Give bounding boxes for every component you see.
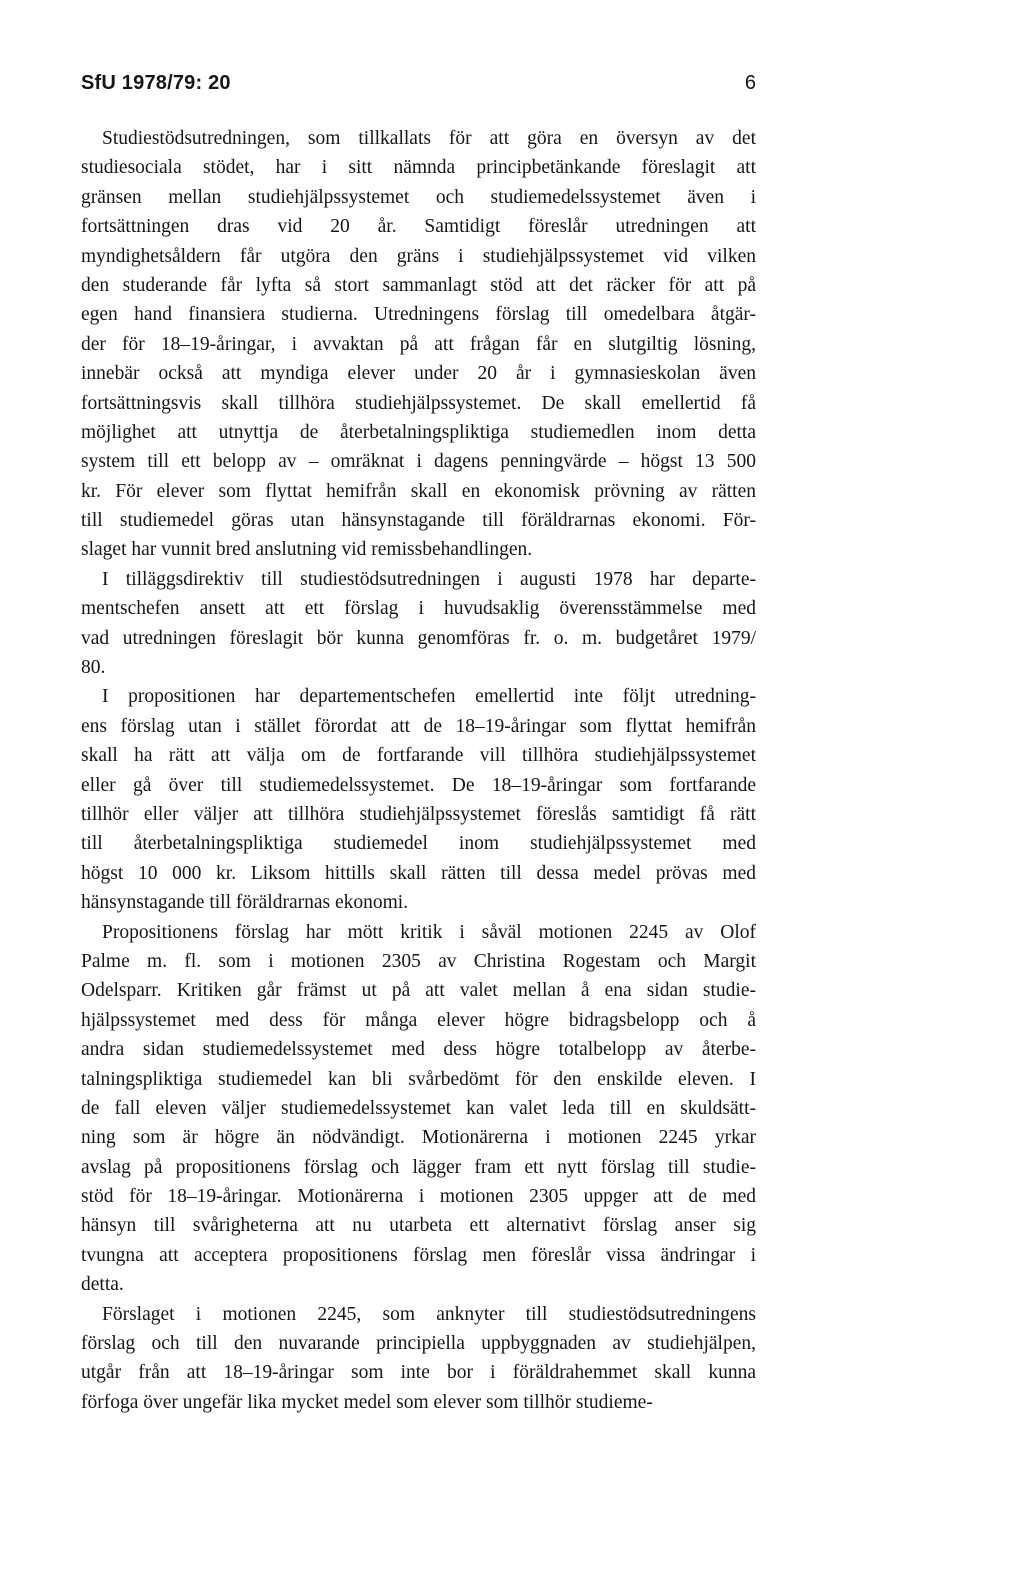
text-line: egen hand finansiera studierna. Utredningens förslag till omedelbara åtgär- <box>81 304 756 326</box>
text-line: Propositionens förslag har mött kritik i såväl motionen 2245 av Olof <box>102 921 756 943</box>
text-line: I propositionen har departementschefen emellertid inte följt utredning- <box>102 686 756 708</box>
page-header <box>81 72 756 102</box>
text-line: till studiemedel göras utan hänsynstagande till föräldrarnas ekonomi. För- <box>81 510 756 532</box>
text-line: Palme m. fl. som i motionen 2305 av Christina Rogestam och Margit <box>81 950 756 972</box>
text-line: stöd för 18–19-åringar. Motionärerna i motionen 2305 uppger att de med <box>81 1186 756 1208</box>
text-line: utgår från att 18–19-åringar som inte bor i föräldrahemmet skall kunna <box>81 1362 756 1384</box>
text-line: 80. <box>81 657 106 679</box>
text-line: fortsättningsvis skall tillhöra studiehjälpssystemet. De skall emellertid få <box>81 392 756 414</box>
text-line: fortsättningen dras vid 20 år. Samtidigt föreslår utredningen att <box>81 216 756 238</box>
body-text <box>81 124 756 1417</box>
text-line: de fall eleven väljer studiemedelssystemet kan valet leda till en skuldsätt- <box>81 1097 756 1119</box>
text-line: Odelsparr. Kritiken går främst ut på att valet mellan å ena sidan studie- <box>81 980 756 1002</box>
text-line: I tilläggsdirektiv till studiestödsutredningen i augusti 1978 har departe- <box>102 568 756 590</box>
text-line: Förslaget i motionen 2245, som anknyter till studiestödsutredningens <box>102 1303 756 1325</box>
text-line: hjälpssystemet med dess för många elever högre bidragsbelopp och å <box>81 1009 756 1031</box>
text-line: innebär också att myndiga elever under 20 år i gymnasieskolan även <box>81 363 756 385</box>
text-line: till återbetalningspliktiga studiemedel inom studiehjälpssystemet med <box>81 833 756 855</box>
text-line: andra sidan studiemedelssystemet med dess högre totalbelopp av återbe- <box>81 1039 756 1061</box>
text-line: vad utredningen föreslagit bör kunna genomföras fr. o. m. budgetåret 1979/ <box>81 627 756 649</box>
text-line: tillhör eller väljer att tillhöra studiehjälpssystemet föreslås samtidigt få rätt <box>81 803 756 825</box>
text-line: talningspliktiga studiemedel kan bli svårbedömt för den enskilde eleven. I <box>81 1068 756 1090</box>
text-line: system till ett belopp av – omräknat i dagens penningvärde – högst 13 500 <box>81 451 756 473</box>
text-line: hänsynstagande till föräldrarnas ekonomi. <box>81 892 409 914</box>
text-line: ning som är högre än nödvändigt. Motionärerna i motionen 2245 yrkar <box>81 1127 756 1149</box>
paragraph <box>81 124 756 565</box>
text-line: studiesociala stödet, har i sitt nämnda principbetänkande föreslagit att <box>81 157 756 179</box>
text-line: möjlighet att utnyttja de återbetalningspliktiga studiemedlen inom detta <box>81 421 756 443</box>
text-line: förslag och till den nuvarande principiella uppbyggnaden av studiehjälpen, <box>81 1333 756 1355</box>
paragraph <box>81 918 756 1300</box>
text-line: avslag på propositionens förslag och lägger fram ett nytt förslag till studie- <box>81 1156 756 1178</box>
text-line: Studiestödsutredningen, som tillkallats för att göra en översyn av det <box>102 128 756 149</box>
text-line: ens förslag utan i stället förordat att de 18–19-åringar som flyttat hemifrån <box>81 715 756 737</box>
text-line: förfoga över ungefär lika mycket medel som elever som tillhör studieme- <box>81 1391 653 1413</box>
text-line: den studerande får lyfta så stort sammanlagt stöd att det räcker för att på <box>81 274 756 296</box>
text-line: mentschefen ansett att ett förslag i huvudsaklig överensstämmelse med <box>81 598 756 620</box>
text-line: der för 18–19-åringar, i avvaktan på att frågan får en slutgiltig lösning, <box>81 333 756 355</box>
paragraph <box>81 565 756 683</box>
page-number: 6 <box>744 72 756 94</box>
paragraph <box>81 1300 756 1418</box>
text-line: tvungna att acceptera propositionens förslag men föreslår vissa ändringar i <box>81 1244 756 1266</box>
paragraph <box>81 682 756 917</box>
document-id: SfU 1978/79: 20 <box>81 72 231 94</box>
text-line: skall ha rätt att välja om de fortfarande vill tillhöra studiehjälpssystemet <box>81 745 756 767</box>
text-line: hänsyn till svårigheterna att nu utarbeta ett alternativt förslag anser sig <box>81 1215 756 1237</box>
text-line: myndighetsåldern får utgöra den gräns i studiehjälpssystemet vid vilken <box>81 245 756 267</box>
text-line: slaget har vunnit bred anslutning vid remissbehandlingen. <box>81 539 533 561</box>
text-line: gränsen mellan studiehjälpssystemet och studiemedelssystemet även i <box>81 186 756 208</box>
text-line: högst 10 000 kr. Liksom hittills skall rätten till dessa medel prövas med <box>81 862 756 884</box>
text-line: kr. För elever som flyttat hemifrån skall en ekonomisk prövning av rätten <box>81 480 756 502</box>
text-line: eller gå över till studiemedelssystemet. De 18–19-åringar som fortfarande <box>81 774 756 796</box>
text-line: detta. <box>81 1274 124 1296</box>
